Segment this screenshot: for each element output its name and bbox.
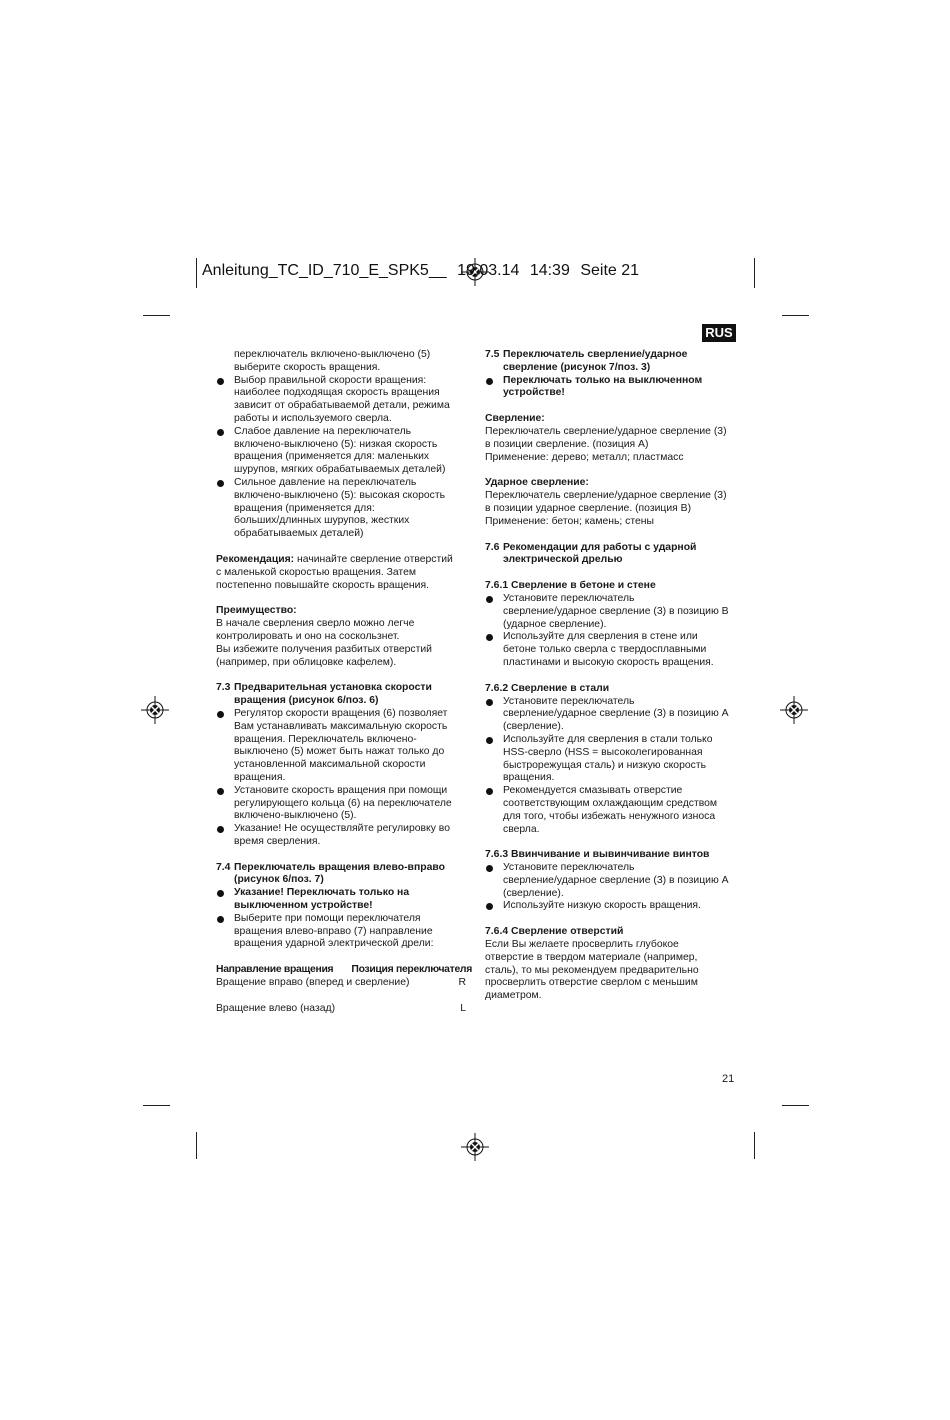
text-line: Вы избежите получения разбитых отверстий (216, 643, 432, 655)
text-line: вращения ударной электрической дрели: (234, 938, 434, 950)
list-item (216, 823, 472, 849)
text-line: бетоне только сверла с твердосплавными (503, 644, 707, 656)
text-line: Переключатель сверление/ударное (503, 349, 688, 360)
text-line: Если Вы желаете просверлить глубокое (485, 939, 679, 951)
text-line: зависит от обрабатываемой детали, режима (234, 400, 450, 412)
bullet-dot-icon (486, 865, 493, 872)
text-line: вращения влево-вправо (7) направление (234, 925, 433, 937)
text-line: сталь), то мы рекомендуем предварительно (485, 964, 699, 976)
text-line: устройстве! (503, 387, 565, 399)
text-line: вращения (рисунок 6/поз. 6) (234, 695, 379, 707)
intro-paragraph (216, 349, 472, 375)
text-line: сверление/ударное сверление (3) в позицию В (503, 605, 729, 617)
list-item (216, 477, 472, 541)
bullet-dot-icon (486, 634, 493, 641)
registration-mark-icon (780, 696, 808, 724)
subsection-heading: 7.6.2 Сверление в стали (485, 682, 610, 694)
table-row (216, 977, 472, 990)
advantage-heading: Преимущество: (216, 605, 297, 617)
language-badge: RUS (702, 324, 736, 342)
list-item (485, 375, 740, 401)
direction-table (216, 964, 472, 1015)
text-line: вращения. Переключатель включено- (234, 733, 417, 745)
text-line: Выберите при помощи переключателя (234, 912, 421, 924)
text-line: работы и используемого сверла. (234, 412, 392, 424)
text-line: для того, чтобы избежать ненужного износа (503, 810, 716, 822)
text-line: шурупов, мягких обрабатываемых деталей) (234, 464, 446, 476)
text-line: установленной максимальной скорости (234, 759, 426, 771)
table-cell: Вращение вправо (вперед и сверление) (216, 977, 410, 989)
recommendation-paragraph (216, 554, 472, 592)
text-line: начинайте сверление отверстий (294, 553, 453, 565)
text-line: выключенном устройстве! (234, 900, 373, 912)
list-item (216, 708, 472, 785)
section-heading (216, 682, 472, 708)
crop-mark (782, 315, 809, 316)
text-line: вращения (применяется для: (234, 502, 375, 514)
table-cell: R (458, 977, 466, 989)
list-item (485, 734, 740, 785)
text-line: больших/длинных шурупов, жестких (234, 515, 410, 527)
page-number: 21 (722, 1073, 735, 1085)
bullet-dot-icon (217, 916, 224, 923)
text-line: обрабатываемых деталей) (234, 528, 364, 540)
text-line: Установите скорость вращения при помощи (234, 784, 448, 796)
text-line: Выбор правильной скорости вращения: (234, 374, 427, 386)
bullet-dot-icon (217, 429, 224, 436)
list-item (216, 785, 472, 823)
bullet-dot-icon (486, 903, 493, 910)
subsection-heading: 7.6.4 Сверление отверстий (485, 926, 624, 938)
text-line: Переключатель вращения влево-вправо (234, 861, 445, 873)
text-line: отверстие в твердом материале (например, (485, 951, 698, 963)
text-line: просверлить отверстие сверлом с меньшим (485, 977, 698, 989)
list-item (485, 593, 740, 631)
list-item (485, 696, 740, 734)
crop-mark (782, 1105, 809, 1106)
text-line: (рисунок 6/поз. 7) (234, 874, 324, 886)
text-line: электрической дрелью (503, 554, 623, 566)
text-line: Используйте для сверления в стене или (503, 631, 698, 643)
table-header-cell: Позиция переключателя (351, 964, 472, 976)
registration-mark-icon (461, 1133, 489, 1161)
text-line: в позиции ударное сверление. (позиция В) (485, 502, 692, 514)
text-line: вращения. (503, 772, 555, 784)
bullet-dot-icon (486, 737, 493, 744)
text-line: включено-выключено (5). (234, 810, 357, 822)
hammer-drilling-heading: Ударное сверление: (485, 477, 589, 489)
text-line: включено-выключено (5): высокая скорость (234, 489, 446, 501)
text-line: Вам устанавливать максимальную скорость (234, 720, 448, 732)
text-line: (сверление). (503, 721, 564, 733)
section-heading (216, 862, 472, 888)
table-row (216, 1003, 472, 1016)
bullet-dot-icon (217, 711, 224, 718)
drilling-heading: Сверление: (485, 413, 545, 425)
registration-mark-icon (141, 696, 169, 724)
text-line: диаметром. (485, 990, 542, 1002)
text-line: выключено (5) может быть нажат только до (234, 746, 445, 758)
text-line: Указание! Не осуществляйте регулировку во (234, 823, 450, 835)
text-line: сверление/ударное сверление (3) в позицию А (503, 708, 729, 720)
text-line: включено-выключено (5): низкая скорость (234, 438, 438, 450)
section-heading (485, 349, 740, 375)
section-number: 7.3 (216, 682, 231, 694)
section-heading (485, 542, 740, 568)
text-line: пластинами и высокую скорость вращения. (503, 656, 714, 668)
text-line: Установите переключатель (503, 695, 635, 707)
bullet-dot-icon (217, 826, 224, 833)
table-cell: Вращение влево (назад) (216, 1002, 336, 1014)
left-column (216, 349, 472, 1016)
text-line: наиболее подходящая скорость вращения (234, 387, 440, 399)
text-line: вращения. (234, 771, 286, 783)
section-number: 7.6 (485, 541, 500, 553)
text-line: быстрорежущая сталь) и низкую скорость (503, 759, 707, 771)
text-line: Слабое давление на переключатель (234, 425, 412, 437)
text-line: Рекомендуется смазывать отверстие (503, 785, 683, 797)
text-line: сверление (рисунок 7/поз. 3) (503, 361, 651, 373)
list-item (216, 375, 472, 426)
bullet-dot-icon (217, 788, 224, 795)
text-line: Переключать только на выключенном (503, 374, 703, 386)
text-line: Переключатель сверление/ударное сверление (3) (485, 425, 727, 437)
text-line: В начале сверления сверло можно легче (216, 618, 415, 630)
slug-date: 19.03.14 (457, 262, 520, 279)
text-line: в позиции сверление. (позиция А) (485, 438, 649, 450)
table-cell: L (460, 1002, 466, 1014)
text-line: (сверление). (503, 887, 564, 899)
slug-page: Seite 21 (580, 262, 640, 279)
text-line: Используйте для сверления в стали только (503, 733, 713, 745)
text-line: Регулятор скорости вращения (6) позволяет (234, 707, 448, 719)
text-line: сверление/ударное сверление (3) в позицию А (503, 874, 729, 886)
text-line: контролировать и оно на соскользнет. (216, 630, 400, 642)
print-slug (202, 262, 639, 280)
section-number: 7.4 (216, 861, 231, 873)
crop-mark (143, 315, 170, 316)
text-line: вращения (применяется для: маленьких (234, 451, 430, 463)
bullet-dot-icon (486, 378, 493, 385)
text-line: с маленькой скоростью вращения. Затем (216, 566, 416, 578)
text-line: Рекомендации для работы с ударной (503, 541, 697, 553)
text-line: переключатель включено-выключено (5) (234, 349, 431, 360)
section-number: 7.5 (485, 349, 500, 360)
list-item (485, 631, 740, 669)
text-line: Переключатель сверление/ударное сверление (3) (485, 490, 727, 502)
text-line: Применение: бетон; камень; стены (485, 515, 655, 527)
bullet-dot-icon (486, 596, 493, 603)
bullet-dot-icon (486, 788, 493, 795)
bullet-dot-icon (486, 699, 493, 706)
text-line: Установите переключатель (503, 862, 635, 874)
text-line: сверла. (503, 823, 540, 835)
subsection-heading: 7.6.1 Сверление в бетоне и стене (485, 580, 656, 592)
list-item (485, 900, 740, 913)
bullet-dot-icon (217, 890, 224, 897)
list-item (216, 887, 472, 913)
recommendation-label: Рекомендация: (216, 553, 295, 565)
table-header-cell: Направление вращения (216, 964, 334, 976)
text-line: Указание! Переключать только на (234, 887, 410, 899)
crop-mark (196, 1132, 197, 1159)
slug-time: 14:39 (529, 262, 570, 279)
text-line: HSS-сверло (HSS = высоколегированная (503, 746, 703, 758)
text-line: Сильное давление на переключатель (234, 476, 417, 488)
text-line: (например, при облицовке кафелем). (216, 656, 397, 668)
bullet-dot-icon (217, 480, 224, 487)
crop-mark (143, 1105, 170, 1106)
list-item (485, 785, 740, 836)
right-column (485, 349, 740, 1003)
crop-mark (754, 258, 755, 288)
slug-filename: Anleitung_TC_ID_710_E_SPK5__ (202, 262, 447, 279)
text-line: Установите переключатель (503, 592, 635, 604)
bullet-dot-icon (217, 378, 224, 385)
list-item (216, 426, 472, 477)
text-line: выберите скорость вращения. (234, 361, 381, 373)
table-header-row (216, 964, 472, 977)
text-line: соответствующим охлаждающим средством (503, 797, 718, 809)
list-item (216, 913, 472, 951)
text-line: Предварительная установка скорости (234, 682, 432, 694)
list-item (485, 862, 740, 900)
crop-mark (754, 1132, 755, 1159)
text-line: регулирующего кольца (6) на переключателе (234, 797, 452, 809)
text-line: Применение: дерево; металл; пластмасс (485, 451, 684, 463)
subsection-heading: 7.6.3 Ввинчивание и вывинчивание винтов (485, 849, 710, 861)
text-line: постепенно повышайте скорость вращения. (216, 579, 429, 591)
text-line: Используйте низкую скорость вращения. (503, 900, 701, 912)
crop-mark (196, 258, 197, 288)
text-line: время сверления. (234, 835, 321, 847)
text-line: (ударное сверление). (503, 618, 607, 630)
